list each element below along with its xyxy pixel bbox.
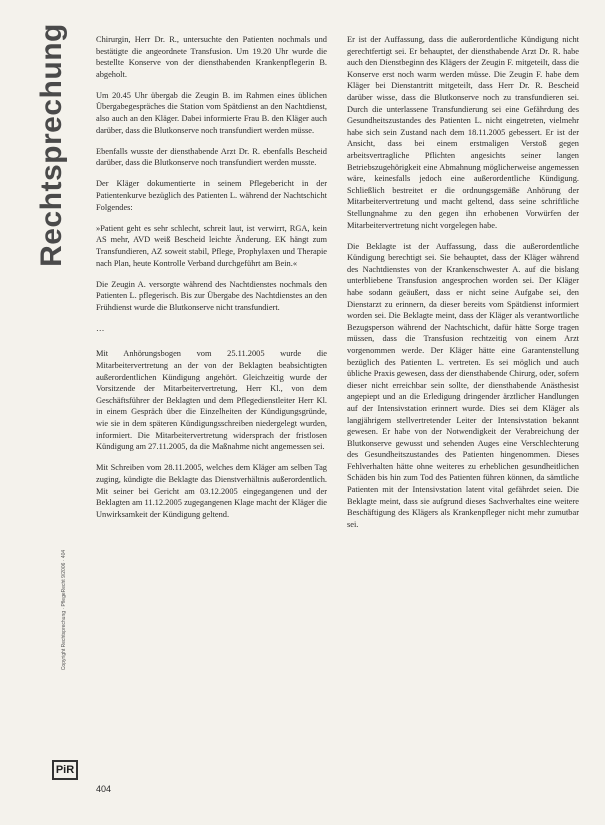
quote-paragraph: »Patient geht es sehr schlecht, schreit laut, ist verwirrt, RGA, kein AS mehr, AVD weiß Bescheid leichte Änderung. EK hängt zum Transfundieren, AZ soweit stabil, Pflege, Prophylaxen und Therapie nach Plan, heute Kontrolle Verband durchgeführt am Bein.« [96,223,327,268]
paragraph: Die Beklagte ist der Auffassung, dass die außerordentliche Kündigung berechtigt sei. Sie behauptet, dass der Kläger während des Nachtdienstes von der Krankenschwester A. auf die bislang unterbliebene Transfusion angesprochen worden sei. Der Kläger habe sodann geäußert, dass er nicht seine Aufgabe sei, den Dienstarzt zu erinnern, da dieser bereits vom Spätdienst informiert worden sei. Die Beklagte meint, dass der Kläger als verantwortliche Bezugsperson während der Nachtschicht, dafür hätte Sorge tragen müssen, dass die Transfusion rechtzeitig von einem Arzt vorgenommen werde. Der Kläger hätte eine Garantenstellung bezüglich des Patienten L. vertreten. Es sei möglich und auch übliche Praxis gewesen, dass der diensthabende Chirurg, oder, sofern dieser nicht erreichbar sein sollte, der diensthabende Anästhesist angepiept und an die Erledigung dringender ärztlicher Handlungen auf der Intensivstation erinnert wurde. Dies sei dem Kläger als langjährigem stellvertretender Leiter der Intensivstation bekannt gewesen. Er habe von der Notwendigkeit der Verabreichung der Blutkonserve gewusst und sehenden Auges eine Verschlechterung des Gesundheitszustandes des Patienten hingenommen. Dieses Fehlverhalten hätte ohne weiteres zu erheblichen gesundheitlichen Schäden bis hin zum Tod des Patienten führen können, da sämtliche Patienten mit der Intensivstation latent vital gefährdet seien. Die Beklagte meint, dass sie aufgrund dieses Sachverhaltes eine weitere Beschäftigung des Klägers als Krankenpfleger nicht mehr zumutbar sei. [347,241,579,529]
paragraph: Die Zeugin A. versorgte während des Nachtdienstes nochmals den Patienten L. pflegerisch. Bis zur Übergabe des Nachtdienstes an den Frühdienst wurde die Blutkonserve nicht transfundiert. [96,279,327,312]
ellipsis-separator: … [96,323,105,333]
paragraph: Ebenfalls wusste der diensthabende Arzt Dr. R. ebenfalls Bescheid darüber, dass die Blutkonserve noch transfundiert werden musste. [96,146,327,168]
right-column [347,34,579,540]
left-column [96,34,327,530]
paragraph: Mit Schreiben vom 28.11.2005, welches dem Kläger am selben Tag zuging, kündigte die Beklagte das Dienstverhältnis außerordentlich. Mit seiner bei Gericht am 03.12.2005 eingegangenen und der Beklagten am 11.12.2005 zugegangenen Klage macht der Kläger die Unwirksamkeit der Kündigung geltend. [96,463,327,519]
paragraph: Chirurgin, Herr Dr. R., untersuchte den Patienten nochmals und bestätigte die angeordnete Transfusion. Um 19.20 Uhr wurde die bestellte Konserve von der diensthabenden Krankenpflegerin B. abgeholt. [96,35,327,79]
paragraph: Er ist der Auffassung, dass die außerordentliche Kündigung nicht gerechtfertigt sei. Er behauptet, der diensthabende Arzt Dr. R. habe auch den Dienstbeginn des Klägers der Zeugin F. mitgeteilt, dass die Konserve erst noch warm werden müsse. Die Zeugin F. habe dem Kläger bei Dienstantritt mitgeteilt, dass Herr Dr. R. Bescheid darüber wisse, dass die Blutkonserve noch zu transfundieren sei. Durch die unterlassene Transfundierung sei eine Gefährdung des Gesundheitszustandes des Patienten L. nicht eingetreten, vielmehr habe sich sein Zustand nach dem 18.11.2005 gebessert. Er ist der Ansicht, dass bei einem erstmaligen Verstoß gegen arbeitsvertragliche Pflichten angesichts seiner langen Betriebszugehörigkeit eine Abmahnung möglicherweise angemessen wäre, keinesfalls jedoch eine außerordentliche Kündigung. Schließlich bestreitet er die ordnungsgemäße Anhörung der Mitarbeitervertretung und macht geltend, dass seine schriftliche Stellungnahme zu den gegen ihn erhobenen Vorwürfen der Mitarbeitervertretung nicht vorgelegen habe. [347,35,579,230]
publisher-logo [52,760,78,796]
paragraph: Mit Anhörungsbogen vom 25.11.2005 wurde die Mitarbeitervertretung an der von der Beklagten beabsichtigten außerordentlichen Kündigung angehört. Gleichzeitig wurde der Vorsitzende der Mitarbeitervertretung, Herr Kl., von dem Geschäftsführer der Beklagten und dem Pflegedienstleiter Herr Kl. in einem Gespräch über die Einzelheiten der Kündigungsgründe, wie sie in dem späteren Kündigungsschreiben niedergelegt wurden, informiert. Die Mitarbeitervertretung widersprach der fristlosen Kündigung am 27.11.2005, da die Maßnahme nicht angemessen sei. [96,349,327,452]
paragraph: Der Kläger dokumentierte in seinem Pflegebericht in der Patientenkurve bezüglich des Patienten L. während der Nachtschicht Folgendes: [96,179,327,212]
copyright-note: Copyright Rechtsprechung · PflegeRecht 9/2006 · 404 [61,549,67,671]
paragraph: Um 20.45 Uhr übergab die Zeugin B. im Rahmen eines üblichen Übergabegespräches die Station vom Spätdienst an den Nachtdienst, also auch an den Kläger. Dabei informierte Frau B. den Kläger auch darüber, dass die Blutkonserve noch transfundiert werden müsse. [96,90,327,135]
section-title: Rechtsprechung [35,23,68,267]
page-number: 404 [96,784,112,794]
publisher-logo-mark: PiR [52,760,78,780]
